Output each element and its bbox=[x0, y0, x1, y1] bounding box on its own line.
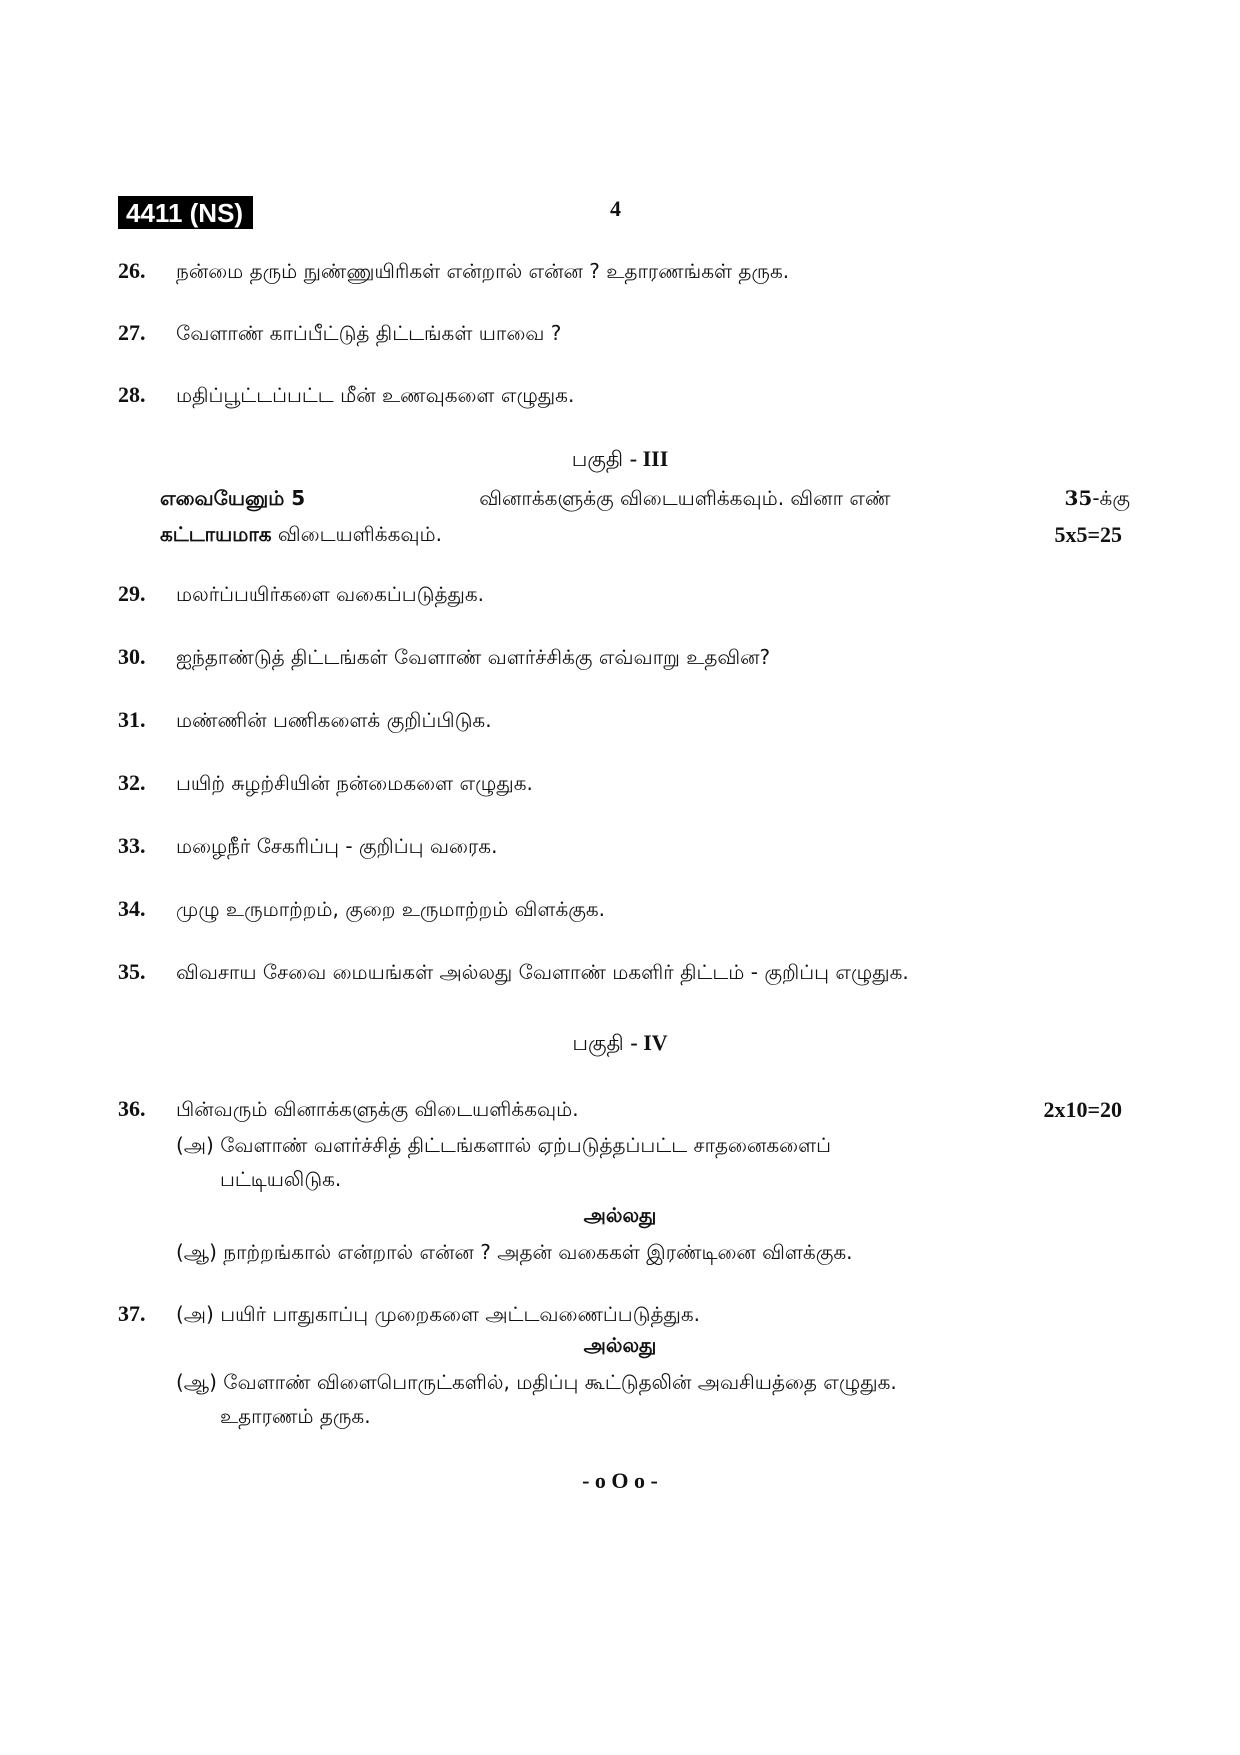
question-number: 28. bbox=[118, 382, 146, 407]
section-marks: 2x10=20 bbox=[1043, 1097, 1122, 1122]
instruction-bold: கட்டாயமாக bbox=[160, 522, 272, 546]
question-number: 31. bbox=[118, 707, 146, 732]
instruction-number: 35 bbox=[1064, 486, 1093, 510]
question-number: 29. bbox=[118, 581, 146, 606]
question-text: மழைநீர் சேகரிப்பு - குறிப்பு வரைக. bbox=[176, 834, 498, 858]
question-text: நன்மை தரும் நுண்ணுயிரிகள் என்றால் என்ன ? உதாரணங்கள் தருக. bbox=[176, 259, 790, 283]
instruction-bold: எவையேனும் 5 bbox=[160, 486, 306, 510]
or-separator: அல்லது bbox=[583, 1333, 657, 1357]
question-option-b-continued: உதாரணம் தருக. bbox=[220, 1404, 371, 1428]
question-number: 34. bbox=[118, 896, 146, 921]
question-number: 33. bbox=[118, 833, 146, 858]
question-text: மண்ணின் பணிகளைக் குறிப்பிடுக. bbox=[176, 708, 492, 732]
question-option-b: (ஆ) வேளாண் விளைபொருட்களில், மதிப்பு கூட்டுதலின் அவசியத்தை எழுதுக. bbox=[176, 1370, 897, 1394]
question-text: மலர்ப்பயிர்களை வகைப்படுத்துக. bbox=[176, 582, 485, 606]
question-text: மதிப்பூட்டப்பட்ட மீன் உணவுகளை எழுதுக. bbox=[176, 383, 575, 407]
question-text: வேளாண் காப்பீட்டுத் திட்டங்கள் யாவை ? bbox=[176, 321, 562, 345]
question-number: 37. bbox=[118, 1301, 146, 1326]
question-option-b: (ஆ) நாற்றங்கால் என்றால் என்ன ? அதன் வகைகள் இரண்டினை விளக்குக. bbox=[176, 1240, 853, 1264]
section-roman: - III bbox=[629, 446, 669, 471]
question-number: 36. bbox=[118, 1096, 146, 1121]
question-option-a: (அ) பயிர் பாதுகாப்பு முறைகளை அட்டவணைப்படுத்துக. bbox=[176, 1302, 701, 1326]
end-of-paper-mark: - o O o - bbox=[582, 1468, 658, 1493]
instruction-text: விடையளிக்கவும். bbox=[277, 522, 442, 546]
section-word: பகுதி bbox=[571, 447, 624, 471]
question-option-a: (அ) வேளாண் வளர்ச்சித் திட்டங்களால் ஏற்படுத்தப்பட்ட சாதனைகளைப் bbox=[176, 1133, 832, 1157]
question-number: 26. bbox=[118, 258, 146, 283]
paper-code: 4411 (NS) bbox=[118, 196, 253, 229]
section-marks: 5x5=25 bbox=[1054, 522, 1122, 547]
section-instructions bbox=[160, 480, 1130, 552]
section-roman: - IV bbox=[630, 1030, 668, 1055]
page-number: 4 bbox=[610, 196, 621, 221]
question-number: 30. bbox=[118, 644, 146, 669]
question-number: 27. bbox=[118, 320, 146, 345]
question-option-a-continued: பட்டியலிடுக. bbox=[220, 1167, 342, 1191]
section-heading-part4 bbox=[0, 1030, 1240, 1058]
section-word: பகுதி bbox=[572, 1031, 624, 1055]
question-text: ஐந்தாண்டுத் திட்டங்கள் வேளாண் வளர்ச்சிக்கு எவ்வாறு உதவின? bbox=[176, 645, 771, 669]
question-text: முழு உருமாற்றம், குறை உருமாற்றம் விளக்குக. bbox=[176, 897, 606, 921]
question-number: 32. bbox=[118, 770, 146, 795]
instruction-text: வினாக்களுக்கு விடையளிக்கவும். வினா எண் bbox=[479, 486, 891, 510]
question-number: 35. bbox=[118, 959, 146, 984]
instruction-suffix: -க்கு bbox=[1092, 486, 1130, 510]
question-text: பயிற் சுழற்சியின் நன்மைகளை எழுதுக. bbox=[176, 771, 533, 795]
or-separator: அல்லது bbox=[583, 1203, 657, 1227]
question-text: விவசாய சேவை மையங்கள் அல்லது வேளாண் மகளிர் திட்டம் - குறிப்பு எழுதுக. bbox=[176, 960, 909, 984]
question-text: பின்வரும் வினாக்களுக்கு விடையளிக்கவும். bbox=[176, 1097, 579, 1121]
section-heading-part3 bbox=[0, 446, 1240, 474]
